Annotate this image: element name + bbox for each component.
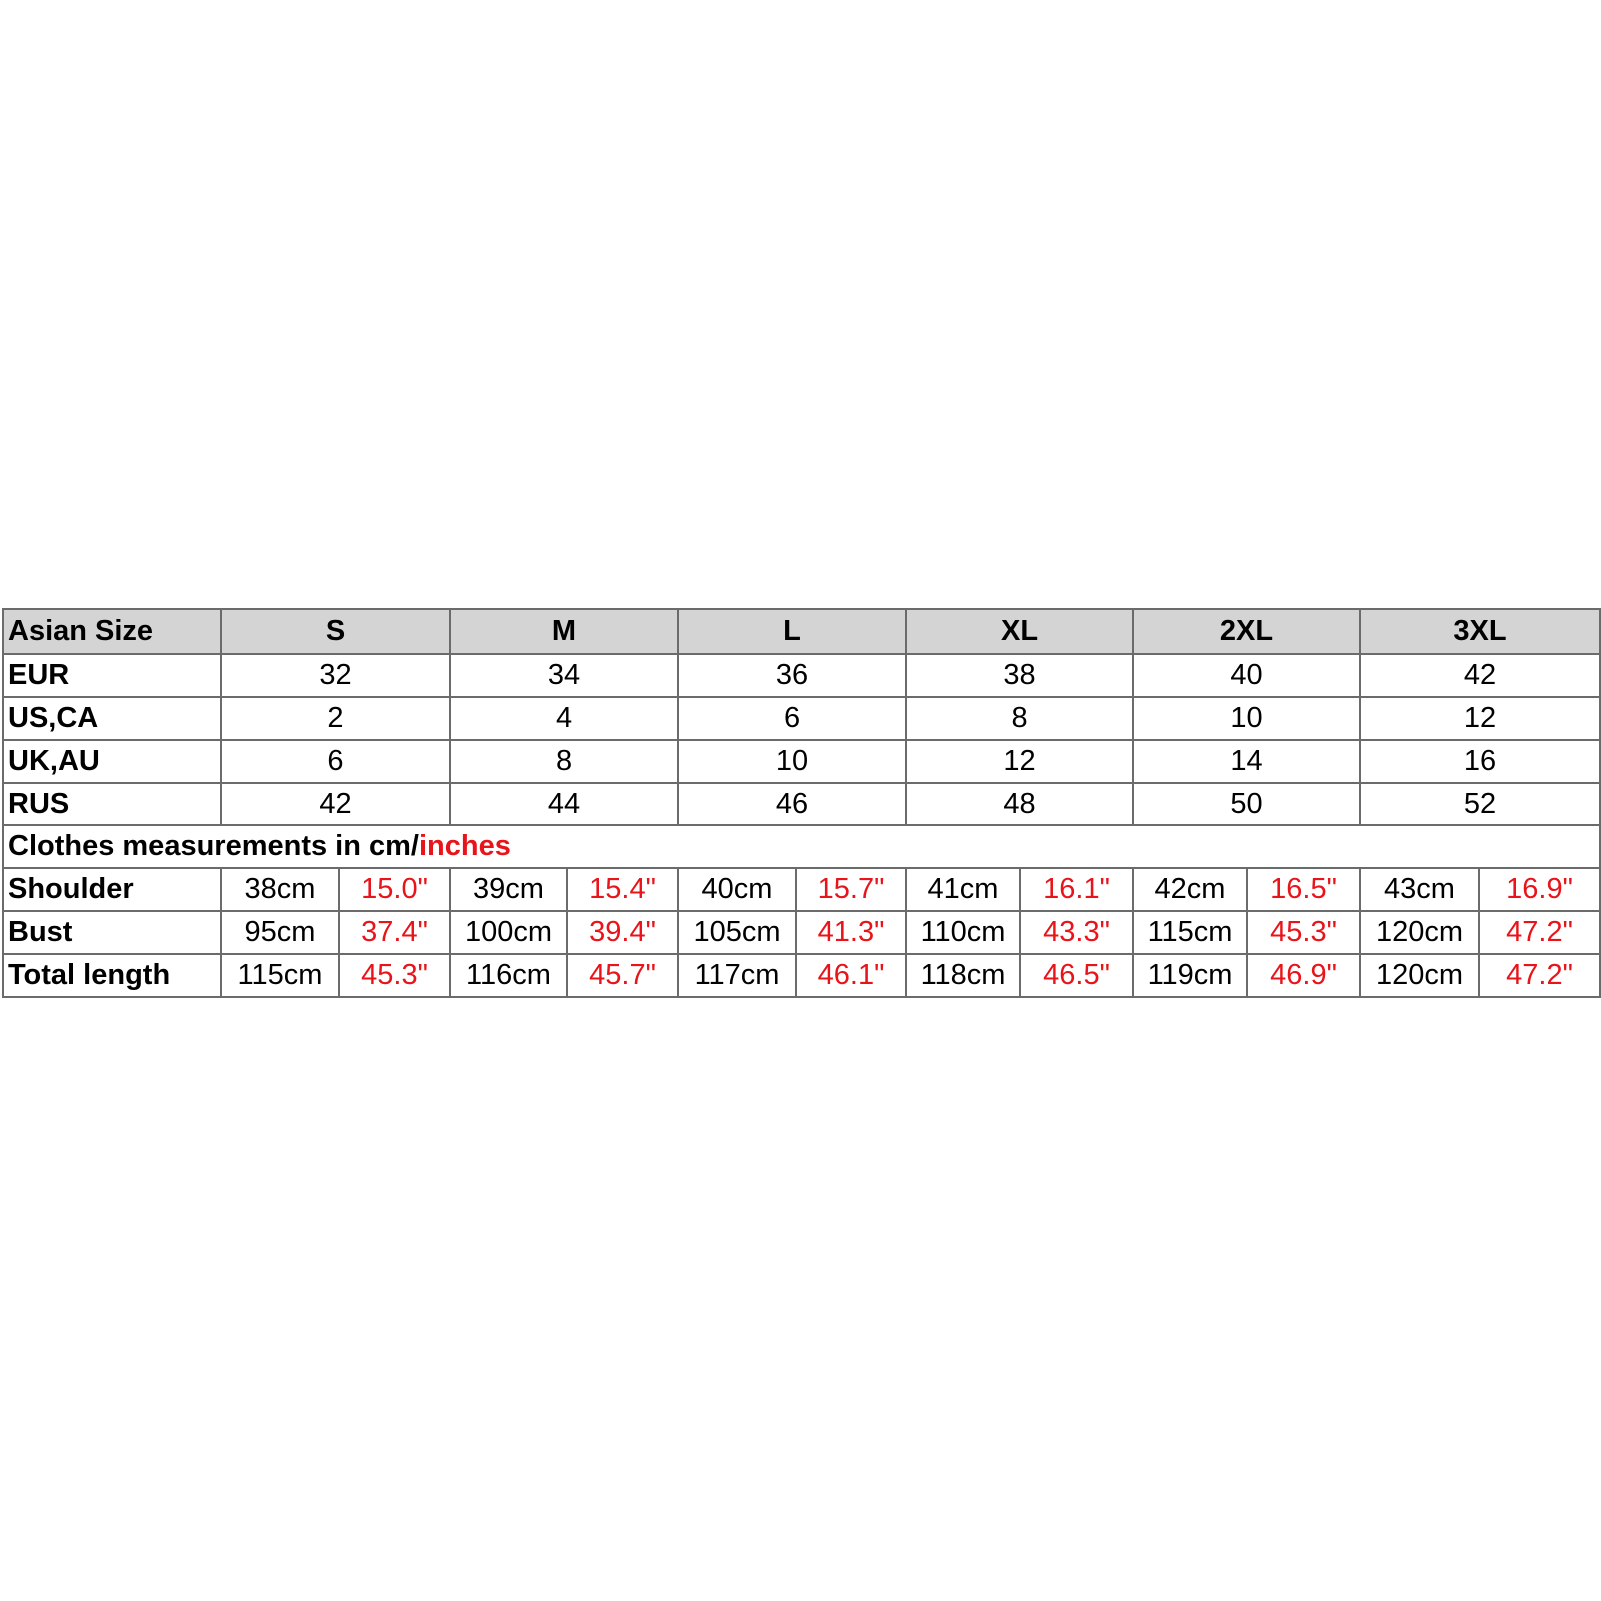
- cm-cell: 110cm: [906, 911, 1020, 954]
- table-cell: 12: [906, 740, 1133, 783]
- table-cell: 46: [678, 783, 906, 826]
- inch-cell: 46.1": [796, 954, 906, 997]
- inch-cell: 16.5": [1247, 868, 1360, 911]
- section-title-inches: inches: [418, 830, 511, 863]
- inch-cell: 16.1": [1020, 868, 1133, 911]
- size-header-2xl: 2XL: [1133, 609, 1360, 654]
- row-label: UK,AU: [3, 740, 221, 783]
- cm-cell: 119cm: [1133, 954, 1247, 997]
- table-cell: 48: [906, 783, 1133, 826]
- cm-cell: 116cm: [450, 954, 567, 997]
- table-cell: 16: [1360, 740, 1600, 783]
- table-cell: 36: [678, 654, 906, 697]
- conversion-row-eur: [3, 654, 1600, 697]
- table-cell: 10: [1133, 697, 1360, 740]
- size-chart-table: [2, 608, 1601, 998]
- conversion-row-us-ca: [3, 697, 1600, 740]
- measurements-section-title: [3, 825, 1600, 868]
- cm-cell: 120cm: [1360, 911, 1479, 954]
- table-cell: 40: [1133, 654, 1360, 697]
- section-title-prefix: Clothes measurements in cm/: [8, 830, 419, 863]
- row-label: RUS: [3, 783, 221, 826]
- table-cell: 8: [450, 740, 678, 783]
- inch-cell: 46.5": [1020, 954, 1133, 997]
- conversion-row-rus: [3, 783, 1600, 826]
- inch-cell: 47.2": [1479, 911, 1600, 954]
- inch-cell: 47.2": [1479, 954, 1600, 997]
- section-title-row: [3, 825, 1600, 868]
- asian-size-label: Asian Size: [3, 609, 221, 654]
- row-label: Bust: [3, 911, 221, 954]
- measurement-row-total-length: [3, 954, 1600, 997]
- table-cell: 6: [221, 740, 450, 783]
- inch-cell: 16.9": [1479, 868, 1600, 911]
- table-cell: 2: [221, 697, 450, 740]
- inch-cell: 37.4": [339, 911, 450, 954]
- inch-cell: 45.3": [339, 954, 450, 997]
- cm-cell: 42cm: [1133, 868, 1247, 911]
- cm-cell: 39cm: [450, 868, 567, 911]
- size-header-xl: XL: [906, 609, 1133, 654]
- size-header-s: S: [221, 609, 450, 654]
- inch-cell: 15.4": [567, 868, 678, 911]
- measurement-row-shoulder: [3, 868, 1600, 911]
- table-cell: 10: [678, 740, 906, 783]
- row-label: Total length: [3, 954, 221, 997]
- table-cell: 8: [906, 697, 1133, 740]
- cm-cell: 115cm: [1133, 911, 1247, 954]
- table-cell: 44: [450, 783, 678, 826]
- cm-cell: 100cm: [450, 911, 567, 954]
- cm-cell: 38cm: [221, 868, 339, 911]
- inch-cell: 15.7": [796, 868, 906, 911]
- row-label: EUR: [3, 654, 221, 697]
- table-cell: 34: [450, 654, 678, 697]
- cm-cell: 41cm: [906, 868, 1020, 911]
- cm-cell: 43cm: [1360, 868, 1479, 911]
- inch-cell: 15.0": [339, 868, 450, 911]
- inch-cell: 41.3": [796, 911, 906, 954]
- cm-cell: 105cm: [678, 911, 796, 954]
- cm-cell: 40cm: [678, 868, 796, 911]
- row-label: Shoulder: [3, 868, 221, 911]
- inch-cell: 45.7": [567, 954, 678, 997]
- row-label: US,CA: [3, 697, 221, 740]
- table-cell: 42: [221, 783, 450, 826]
- table-cell: 12: [1360, 697, 1600, 740]
- table-cell: 32: [221, 654, 450, 697]
- table-cell: 52: [1360, 783, 1600, 826]
- size-header-m: M: [450, 609, 678, 654]
- conversion-row-uk-au: [3, 740, 1600, 783]
- size-header-l: L: [678, 609, 906, 654]
- cm-cell: 95cm: [221, 911, 339, 954]
- cm-cell: 115cm: [221, 954, 339, 997]
- inch-cell: 39.4": [567, 911, 678, 954]
- table-cell: 6: [678, 697, 906, 740]
- cm-cell: 118cm: [906, 954, 1020, 997]
- table-cell: 38: [906, 654, 1133, 697]
- table-cell: 14: [1133, 740, 1360, 783]
- inch-cell: 43.3": [1020, 911, 1133, 954]
- cm-cell: 120cm: [1360, 954, 1479, 997]
- table-cell: 42: [1360, 654, 1600, 697]
- size-header-3xl: 3XL: [1360, 609, 1600, 654]
- inch-cell: 45.3": [1247, 911, 1360, 954]
- cm-cell: 117cm: [678, 954, 796, 997]
- measurement-row-bust: [3, 911, 1600, 954]
- inch-cell: 46.9": [1247, 954, 1360, 997]
- table-cell: 50: [1133, 783, 1360, 826]
- table-cell: 4: [450, 697, 678, 740]
- header-row: [3, 609, 1600, 654]
